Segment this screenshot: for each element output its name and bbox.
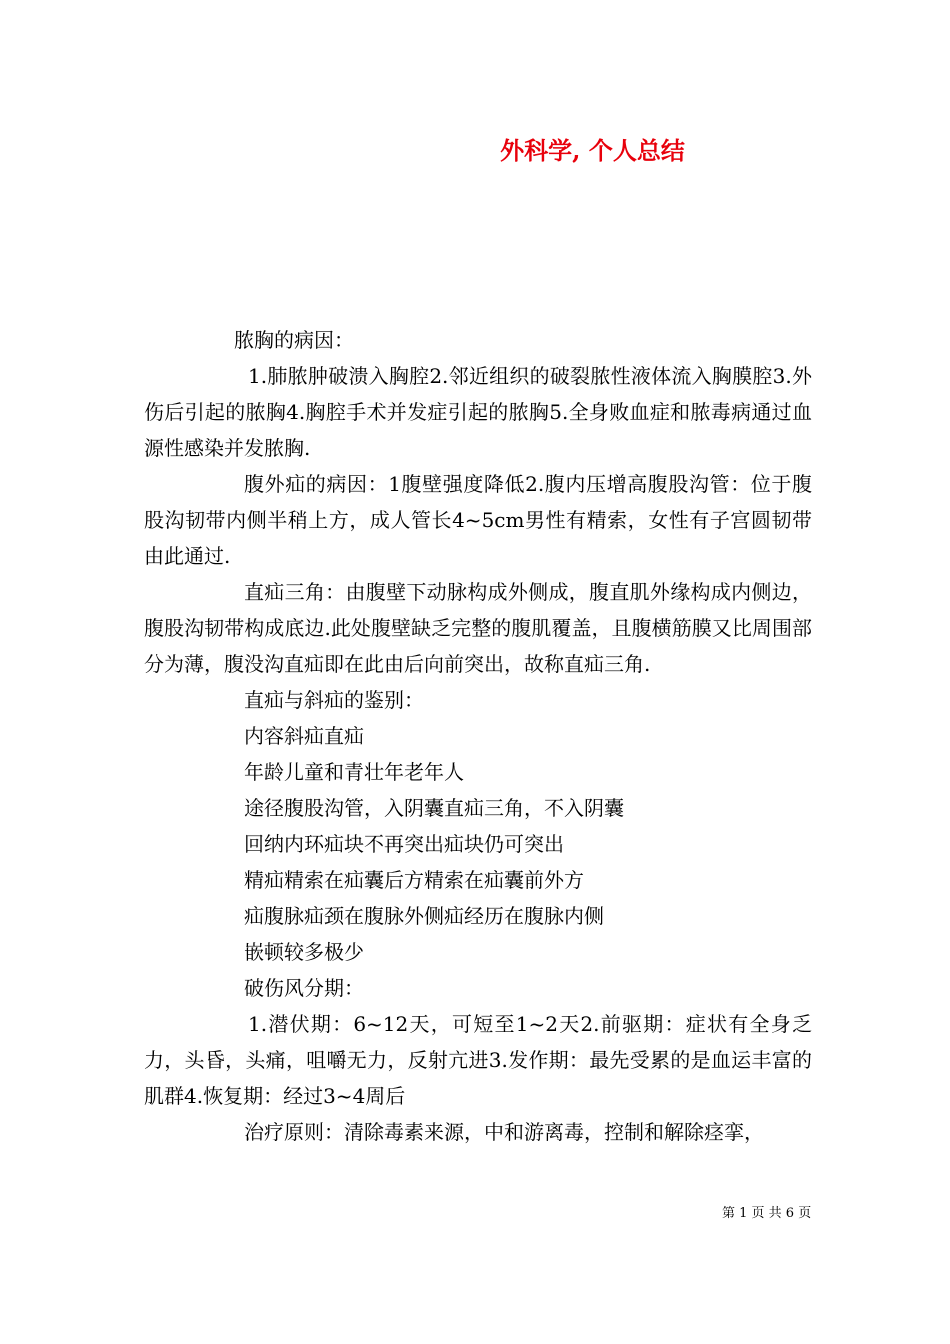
table-line: 嵌顿较多极少 xyxy=(244,940,364,964)
paragraph: 脓胸的病因： xyxy=(234,328,354,352)
paragraph: 治疗原则：清除毒素来源，中和游离毒，控制和解除痉挛， xyxy=(244,1120,764,1144)
table-line: 回纳内环疝块不再突出疝块仍可突出 xyxy=(244,832,564,856)
document-title: 外科学, 个人总结 xyxy=(500,136,685,165)
document-body xyxy=(144,322,812,1150)
paragraph: 直疝三角：由腹壁下动脉构成外侧成，腹直肌外缘构成内侧边，腹股沟韧带构成底边.此处腹壁缺乏完整的腹肌覆盖，且腹横筋膜又比周围部分为薄，腹没沟直疝即在此由后向前突出，故称直疝三角. xyxy=(144,580,812,676)
table-line: 年龄儿童和青壮年老年人 xyxy=(244,760,464,784)
paragraph: 直疝与斜疝的鉴别： xyxy=(244,688,424,712)
paragraph: 腹外疝的病因：1腹壁强度降低2.腹内压增高腹股沟管：位于腹股沟韧带内侧半稍上方，成人管长4~5cm男性有精索，女性有子宫圆韧带由此通过. xyxy=(144,472,812,568)
paragraph: 1.肺脓肿破溃入胸腔2.邻近组织的破裂脓性液体流入胸膜腔3.外伤后引起的脓胸4.胸腔手术并发症引起的脓胸5.全身败血症和脓毒病通过血源性感染并发脓胸. xyxy=(144,364,812,460)
paragraph: 破伤风分期： xyxy=(244,976,364,1000)
paragraph: 1.潜伏期：6~12天，可短至1~2天2.前驱期：症状有全身乏力，头昏，头痛，咀嚼无力，反射亢进3.发作期：最先受累的是血运丰富的肌群4.恢复期：经过3~4周后 xyxy=(144,1012,812,1108)
page-footer: 第 1 页 共 6 页 xyxy=(722,1206,812,1221)
table-line: 途径腹股沟管，入阴囊直疝三角，不入阴囊 xyxy=(244,796,624,820)
table-line: 精疝精索在疝囊后方精索在疝囊前外方 xyxy=(244,868,584,892)
table-line: 疝腹脉疝颈在腹脉外侧疝经历在腹脉内侧 xyxy=(244,904,604,928)
table-line: 内容斜疝直疝 xyxy=(244,724,364,748)
